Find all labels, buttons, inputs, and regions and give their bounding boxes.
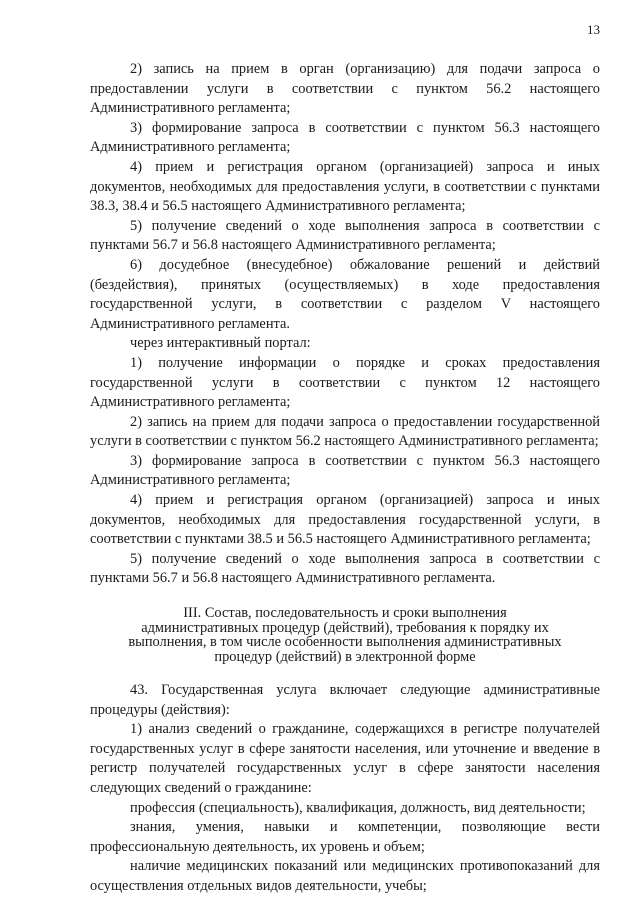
section-heading: III. Состав, последовательность и сроки выполнения административных процедур (действий), требования к порядку их выполнения, в том числе особенности выполнения административных процедур (действий) в электронной форме <box>128 605 562 665</box>
paragraph: наличие медицинских показаний или медицинских противопоказаний для осуществления отдельных видов деятельности, учебы; <box>90 858 600 894</box>
paragraph: 3) формирование запроса в соответствии с пунктом 56.3 настоящего Административного регламента; <box>90 452 600 489</box>
paragraph: 2) запись на прием для подачи запроса о предоставлении государственной услуги в соответствии с пунктом 56.2 настоящего Административного регламента; <box>90 413 600 450</box>
paragraph: 4) прием и регистрация органом (организацией) запроса и иных документов, необходимых для предоставления государственной услуги, в соответствии с пунктами 38.5 и 56.5 настоящего Административного регламента; <box>90 492 600 548</box>
paragraph: 2) запись на прием в орган (организацию) для подачи запроса о предоставлении услуги в соответствии с пунктом 56.2 настоящего Административного регламента; <box>90 61 600 117</box>
paragraph: знания, умения, навыки и компетенции, позволяющие вести профессиональную деятельность, их уровень и объем; <box>90 819 600 855</box>
page-number: 13 <box>587 22 600 37</box>
paragraph: 4) прием и регистрация органом (организацией) запроса и иных документов, необходимых для предоставления услуги, в соответствии с пунктами 38.3, 38.4 и 56.5 настоящего Административного регламента; <box>90 158 600 215</box>
paragraph: 1) получение информации о порядке и сроках предоставления государственной услуги в соответствии с пунктом 12 настоящего Административного регламента; <box>90 354 600 411</box>
document-body <box>90 60 600 897</box>
paragraph: через интерактивный портал: <box>130 335 311 352</box>
paragraph: 3) формирование запроса в соответствии с пунктом 56.3 настоящего Административного регламента; <box>90 119 600 156</box>
paragraph: 5) получение сведений о ходе выполнения запроса в соответствии с пунктами 56.7 и 56.8 настоящего Административного регламента. <box>90 550 600 587</box>
paragraph: 6) досудебное (внесудебное) обжалование решений и действий (бездействия), принятых (осуществляемых) в ходе предоставления государственной услуги, в соответствии с разделом V настоящего Административного регламента. <box>90 256 600 332</box>
paragraph: профессия (специальность), квалификация, должность, вид деятельности; <box>130 799 586 816</box>
paragraph: 43. Государственная услуга включает следующие административные процедуры (действия): <box>90 682 600 718</box>
paragraph: 1) анализ сведений о гражданине, содержащихся в регистре получателей государственных услуг в сфере занятости населения, или уточнение и введение в регистр получателей государственных услуг в сфере занятости населения следующих сведений о гражданине: <box>90 721 600 796</box>
paragraph: 5) получение сведений о ходе выполнения запроса в соответствии с пунктами 56.7 и 56.8 настоящего Административного регламента; <box>90 217 600 254</box>
